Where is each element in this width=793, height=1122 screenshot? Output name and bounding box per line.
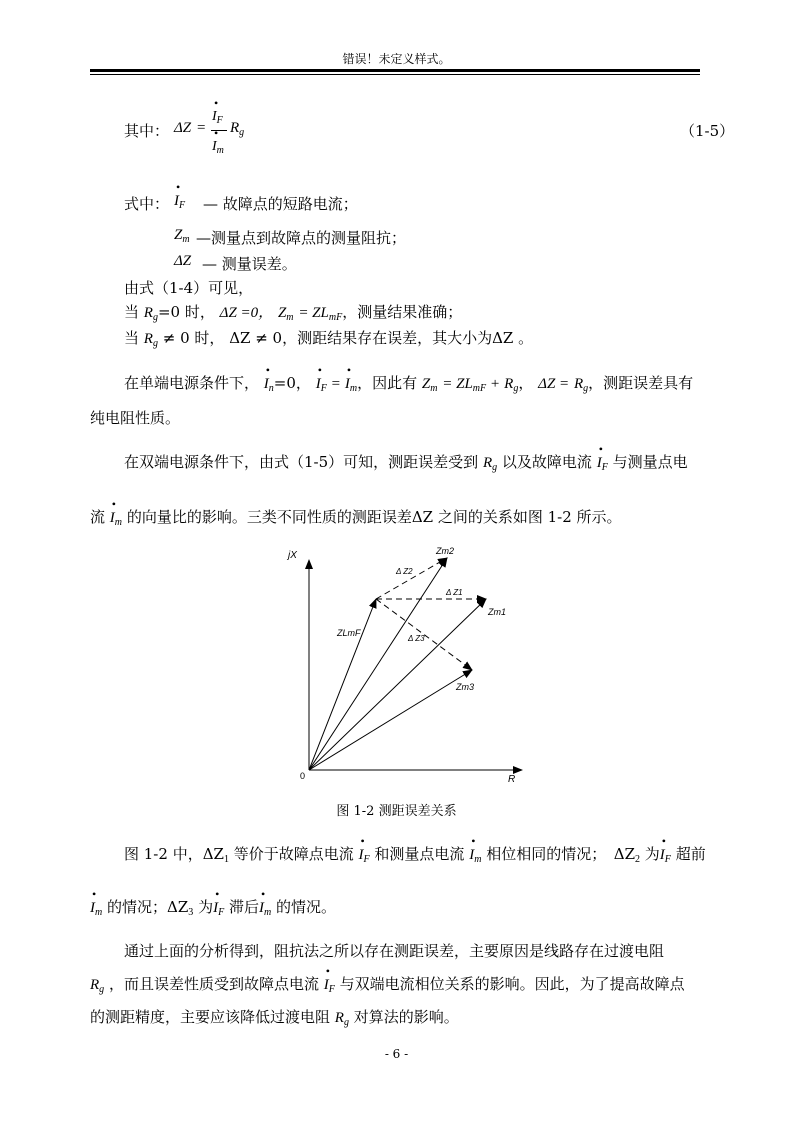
zlmf-vector: [309, 599, 376, 770]
body-line-1: 由式（1-4）可见，: [124, 279, 254, 297]
formula-rg: $R_g$: [230, 120, 245, 138]
zm1-label: Zm1: [488, 607, 506, 617]
def-dz-symbol: ΔZ: [174, 253, 192, 269]
running-header: 错误！未定义样式。: [342, 52, 451, 66]
body-line-2: 当 $R_g=0$ 时， ΔZ =0， $Z_m = ZL_{mF}$，测量结果准确；: [124, 303, 463, 323]
paragraph-figure-explanation-line2: • $I_m$ 的情况；$\Delta Z_3$ 为• $I_F$ 滞后• $I_m$ 的情况。: [90, 896, 336, 918]
zm3-vector: [309, 670, 472, 770]
figure-caption: 图 1-2 测距误差关系: [336, 804, 457, 819]
definitions-lead: 式中：: [124, 195, 170, 213]
paragraph-dual-source: 在双端电源条件下，由式（1-5）可知，测距误差受到 $R_g$ 以及故障电流 • $I_F$ 与测量点电: [124, 451, 688, 473]
def-zm-text: —测量点到故障点的测量阻抗；: [196, 229, 407, 247]
dz3-label: Δ Z3: [408, 634, 425, 643]
equation-number: （1-5）: [680, 122, 735, 140]
paragraph-single-source: 在单端电源条件下， • $I_n=0$， • $I_F$ = • $I_m$，因此有 $Z_m = ZL_{mF} + R_g$， $\Delta Z = R_g$，测距误差具有: [124, 372, 693, 394]
dz1-label: Δ Z1: [446, 588, 463, 597]
formula-denominator: • $I_m$: [212, 139, 224, 156]
paragraph-figure-explanation: 图 1-2 中，$\Delta Z_1$ 等价于故障点电流 • $I_F$ 和测量点电流 • $I_m$ 相位相同的情况； $\Delta Z_2$ 为• $I_F$ 超前: [124, 843, 706, 865]
body-line-3: 当 $R_g \ne 0$ 时， ΔZ ≠ 0，测距结果存在误差，其大小为ΔZ 。: [124, 329, 534, 349]
paragraph-conclusion-line1: 通过上面的分析得到，阻抗法之所以存在测距误差，主要原因是线路存在过渡电阻: [124, 942, 665, 960]
paragraph-conclusion-line2: $R_g$ ，而且误差性质受到故障点电流 • $I_F$ 与双端电流相位关系的影响。因此，为了提高故障点: [90, 973, 685, 995]
formula-lead: 其中：: [124, 122, 170, 140]
zm2-label: Zm2: [436, 546, 454, 556]
x-axis-label: R: [508, 774, 516, 785]
formula-eq: =: [197, 120, 206, 136]
dz2-vector: [376, 558, 447, 599]
zm3-label: Zm3: [456, 682, 474, 692]
formula-delta-z: ΔZ: [174, 120, 192, 136]
origin-label: 0: [300, 771, 306, 781]
zlmf-label: ZLmF: [337, 628, 361, 638]
def-if-text: — 故障点的短路电流；: [203, 195, 358, 213]
zm2-vector: [309, 558, 447, 770]
def-dz-text: — 测量误差。: [202, 255, 297, 273]
paragraph-single-source-line2: 纯电阻性质。: [90, 409, 181, 427]
paragraph-dual-source-line2: 流 • $I_m$ 的向量比的影响。三类不同性质的测距误差ΔZ 之间的关系如图 1-2 所示。: [90, 506, 622, 528]
dz2-label: Δ Z2: [396, 567, 413, 576]
def-if-symbol: • $I_F$: [174, 193, 185, 211]
paragraph-conclusion-line3: 的测距精度，主要应该降低过渡电阻 $R_g$ 对算法的影响。: [90, 1008, 459, 1028]
page-number: - 6 -: [384, 1047, 409, 1061]
formula-numerator: • $I_F$: [212, 109, 223, 126]
def-zm-symbol: $Z_m$: [174, 227, 190, 245]
y-axis-label: jX: [288, 550, 297, 561]
